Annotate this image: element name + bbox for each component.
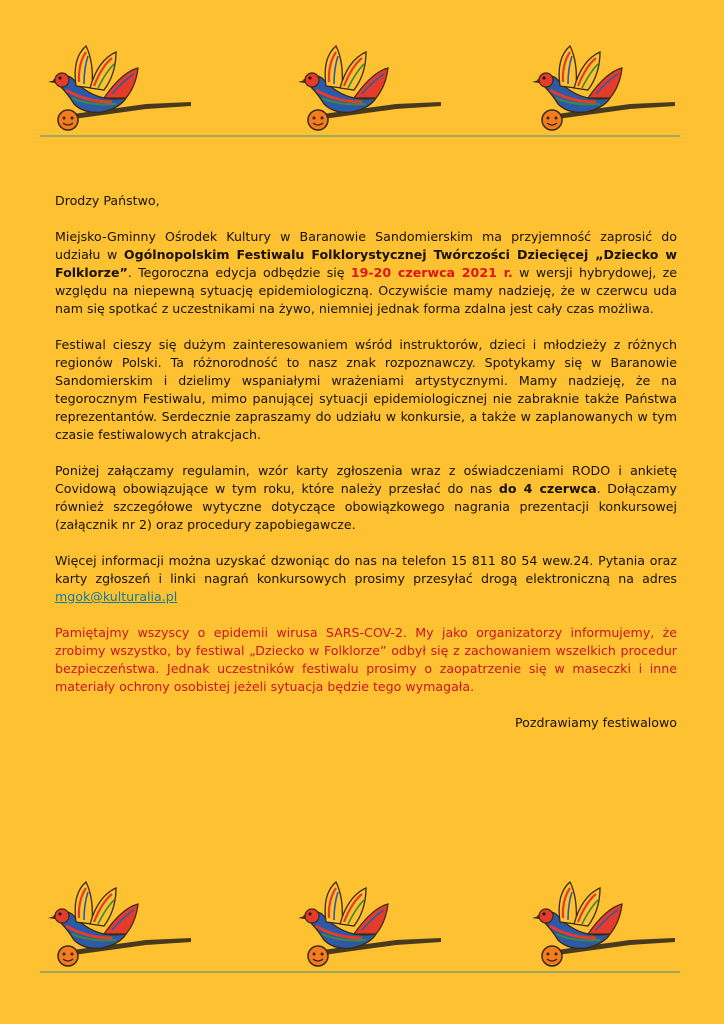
folk-bird-icon <box>298 882 441 966</box>
letter-body <box>55 192 677 750</box>
folk-bird-icon <box>298 46 441 130</box>
text: Miejsko-Gminny Ośrodek Kultury w Baranowie Sandomierskim ma przyjemność zaprosić do udziału w <box>55 229 677 262</box>
paragraph-invitation <box>55 228 677 318</box>
folk-bird-decoration <box>0 878 724 978</box>
deadline: do 4 czerwca <box>498 481 597 496</box>
decorative-header-band <box>0 42 724 142</box>
decorative-footer-band <box>0 878 724 978</box>
folk-bird-icon <box>532 46 675 130</box>
text: w wersji hybrydowej, ze względu na niepewną sytuację epidemiologiczną. Oczywiście mamy nadzieję, że w czerwcu uda nam się spotkać z uczestnikami na żywo, niemniej jednak forma zdalna jest cały czas możliwa. <box>55 265 678 316</box>
festival-date: 19-20 czerwca 2021 r. <box>350 265 513 280</box>
closing: Pozdrawiamy festiwalowo <box>515 715 677 730</box>
paragraph-attachments <box>55 462 677 534</box>
festival-name: Ogólnopolskim Festiwalu Folklorystycznej Twórczości Dziecięcej „Dziecko w Folklorze” <box>55 247 677 280</box>
paragraph-covid-warning: Pamiętajmy wszyscy o epidemii wirusa SARS-COV-2. My jako organizatorzy informujemy, że zrobimy wszystko, by festiwal „Dziecko w Folklorze” odbył się z zachowaniem wszelkich procedur bezpieczeństwa. Jednak uczestników festiwalu prosimy o zaopatrzenie się w maseczki i inne materiały ochrony osobistej jeżeli sytuacja będzie tego wymagała. <box>55 625 677 694</box>
text: Więcej informacji można uzyskać dzwoniąc do nas na telefon 15 811 80 54 wew.24. Pytania oraz karty zgłoszeń i linki nagrań konkursowych prosimy przesyłać drogą elektroniczną na adres <box>55 553 677 586</box>
folk-bird-icon <box>532 882 675 966</box>
folk-bird-icon <box>48 882 191 966</box>
greeting: Drodzy Państwo, <box>55 193 160 208</box>
folk-bird-icon <box>48 46 191 130</box>
text: . Tegoroczna edycja odbędzie się <box>127 265 351 280</box>
text: . Dołączamy również szczegółowe wytyczne dotyczące obowiązkowego nagrania prezentacji konkursowej (załącznik nr 2) oraz procedury zapobiegawcze. <box>55 481 677 532</box>
paragraph-about: Festiwal cieszy się dużym zainteresowaniem wśród instruktorów, dzieci i młodzieży z różnych regionów Polski. Ta różnorodność to nasz znak rozpoznawczy. Spotykamy się w Baranowie Sandomierskim i dzielimy wspaniałymi wrażeniami artystycznymi. Mamy nadzieję, że na tegorocznym Festiwalu, mimo panującej sytuacji epidemiologicznej nie zabraknie także Państwa reprezentantów. Serdecznie zapraszamy do udziału w konkursie, a także w zaplanowanych w tym czasie festiwalowych atrakcjach. <box>55 337 677 442</box>
folk-bird-decoration <box>0 42 724 142</box>
text: Poniżej załączamy regulamin, wzór karty zgłoszenia wraz z oświadczeniami RODO i ankietę Covidową obowiązujące w tym roku, które należy przesłać do nas <box>55 463 677 496</box>
paragraph-contact <box>55 552 677 606</box>
email-link[interactable]: mgok@kulturalia.pl <box>55 589 178 604</box>
